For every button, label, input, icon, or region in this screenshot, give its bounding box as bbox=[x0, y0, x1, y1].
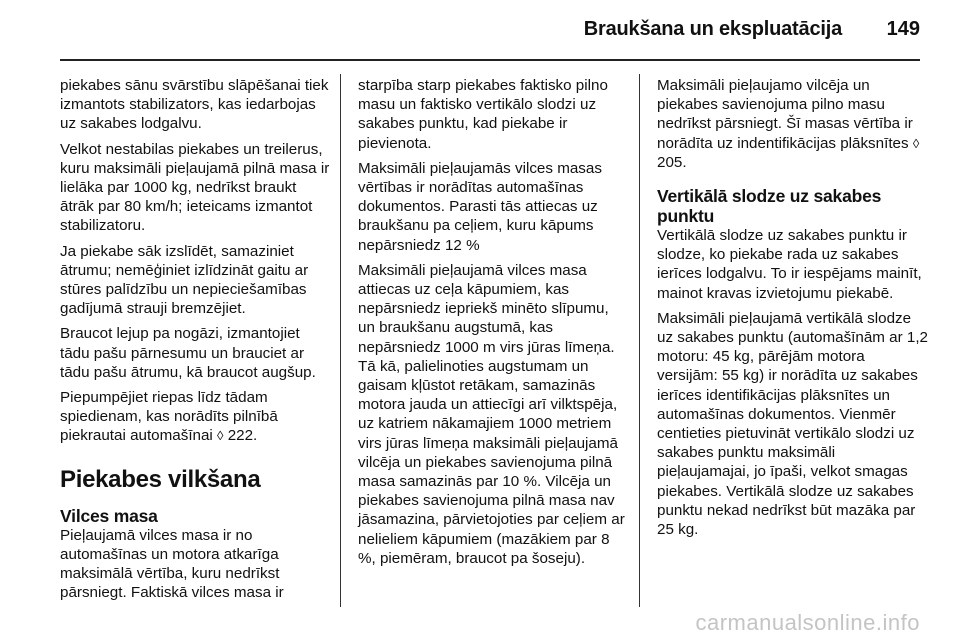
section-heading: Piekabes vilkšana bbox=[60, 465, 261, 493]
column-divider-1 bbox=[340, 74, 341, 607]
page-header bbox=[0, 0, 960, 60]
page-reference[interactable]: 205. bbox=[657, 153, 687, 171]
column-1 bbox=[60, 76, 330, 608]
page-ref-arrow-icon: ◊ bbox=[912, 135, 920, 151]
section-title: Braukšana un ekspluatācija bbox=[583, 18, 842, 40]
subsection-heading: Vilces masa bbox=[60, 505, 158, 526]
paragraph: starpība starp piekabes faktisko pilno masu un faktisko vertikālo slodzi uz sakabes punktu, kad piekabe ir pievienota. bbox=[358, 77, 608, 152]
paragraph: piekabes sānu svārstību slāpēšanai tiek izmantots stabilizators, kas iedarbojas uz sakabes lodgalvu. bbox=[60, 77, 329, 133]
paragraph: Maksimāli pieļaujamā vilces masa attiecas uz ceļa kāpumiem, kas nepārsniedz iepriekš minēto slīpumu, un braukšanu augstumā, kas nepārsniedz 1000 m virs jūras līmeņa. Tā kā, palielinoties augstumam un gaisam kļūstot retākam, samazinās motora jauda un attiecīgi arī vilktspēja, uz katriem nākamajiem 1000 metriem virs jūras līmeņa maksimāli pieļaujamā vilcēja un piekabes savienojuma pilnā masa samazinās par 10 %. Vilcēja un piekabes savienojuma pilnā masa nav jāsamazina, pārvietojoties par ceļiem ar nelieliem kāpumiem (mazākiem par 8 %, piemēram, braucot pa šoseju). bbox=[358, 261, 625, 567]
column-3 bbox=[657, 76, 929, 545]
page-reference[interactable]: 222. bbox=[223, 427, 258, 445]
paragraph: Braucot lejup pa nogāzi, izmantojiet tādu pašu pārnesumu un brauciet ar tādu pašu ātrumu, kā braucot augšup. bbox=[60, 325, 316, 381]
paragraph: Pieļaujamā vilces masa ir no automašīnas un motora atkarīga maksimālā vērtība, kuru nedrīkst pārsniegt. Faktiskā vilces masa ir bbox=[60, 526, 284, 602]
subsection-heading: Vertikālā slodze uz sakabes punktu bbox=[657, 186, 882, 227]
paragraph-text: Piepumpējiet riepas līdz tādam spiedienam, kas norādīts pilnībā piekrautai automašīnai bbox=[60, 389, 278, 445]
paragraph bbox=[657, 76, 929, 172]
header-divider bbox=[60, 59, 920, 61]
page-number: 149 bbox=[886, 18, 920, 40]
watermark: carmanualsonline.info bbox=[695, 610, 920, 635]
paragraph: Maksimāli pieļaujamā vertikālā slodze uz sakabes punktu (automašīnām ar 1,2 motoru: 45 kg, pārējām motora versijām: 55 kg) ir norādīta uz sakabes ierīces identifikācijas plāksnītes un automašīnas dokumentos. Vienmēr centieties pietuvināt vertikālo slodzi uz sakabes punktu maksimāli pieļaujamajai, jo īpaši, velkot smagas piekabes. Vertikālā slodze uz sakabes punktu nekad nedrīkst būt mazāka par 25 kg. bbox=[657, 309, 928, 539]
page-ref-arrow-icon: ◊ bbox=[217, 428, 224, 444]
paragraph: Maksimāli pieļaujamās vilces masas vērtības ir norādītas automašīnas dokumentos. Parasti tās attiecas uz braukšanu pa ceļiem, kuru kāpums nepārsniedz 12 % bbox=[358, 159, 602, 254]
paragraph-text: Maksimāli pieļaujamo vilcēja un piekabes savienojuma pilno masu nedrīkst pārsniegt. Šī masas vērtība ir norādīta uz indentifikācijas plāksnītes bbox=[657, 77, 913, 152]
column-2 bbox=[358, 76, 628, 574]
paragraph: Vertikālā slodze uz sakabes punktu ir slodze, ko piekabe rada uz sakabes ierīces lodgalvu. To ir iespējams mainīt, mainot kravas izvietojumu piekabē. bbox=[657, 227, 922, 302]
paragraph: Ja piekabe sāk izslīdēt, samaziniet ātrumu; nemēģiniet izlīdzināt gaitu ar stūres palīdzību un nepieciešamības gadījumā strauji bremzējiet. bbox=[60, 242, 309, 318]
paragraph bbox=[60, 388, 330, 446]
column-divider-2 bbox=[639, 74, 640, 607]
paragraph: Velkot nestabilas piekabes un treilerus, kuru maksimāli pieļaujamā pilnā masa ir lielāka par 1000 kg, nedrīkst braukt ātrāk par 80 km/h; ieteicams izmantot stabilizatoru. bbox=[60, 140, 330, 235]
